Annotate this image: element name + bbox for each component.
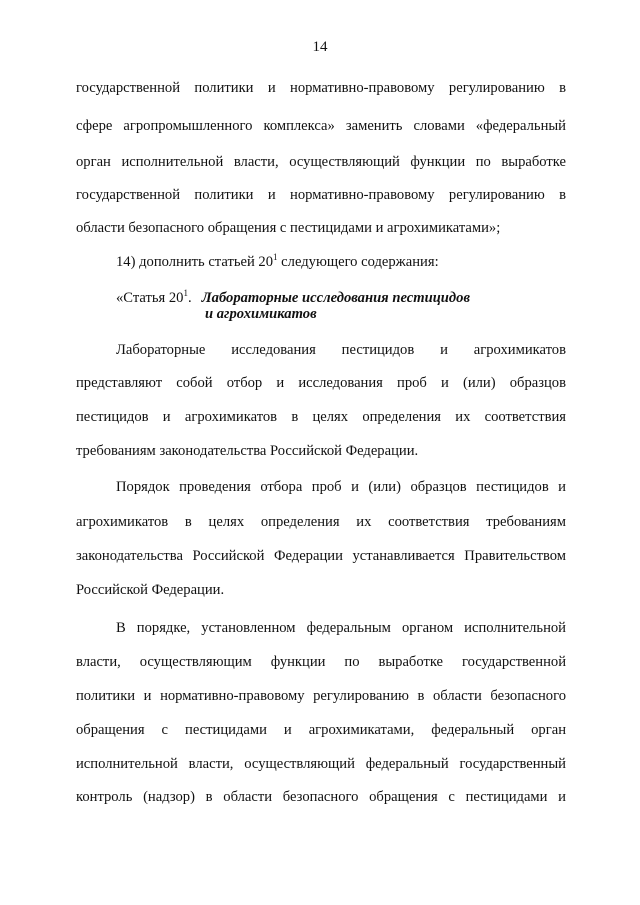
item-14-text-before: 14) дополнить статьей 20 <box>116 254 274 270</box>
paragraph-4-line-5: исполнительной власти, осуществляющий федеральный государственный <box>76 756 566 772</box>
article-prefix: «Статья 20 <box>116 290 184 306</box>
paragraph-2-line-4: требованиям законодательства Российской Федерации. <box>76 443 419 459</box>
paragraph-4-line-2: власти, осуществляющим функции по выработке государственной <box>76 654 566 670</box>
article-prefix-end: . <box>187 290 192 306</box>
item-14-text <box>116 252 566 272</box>
item-14-superscript: 1 <box>273 252 278 263</box>
paragraph-4-line-3: политики и нормативно-правовому регулированию в области безопасного <box>76 688 566 704</box>
article-superscript: 1 <box>183 288 188 299</box>
paragraph-1-line-1: государственной политики и нормативно-правовому регулированию в <box>76 80 566 96</box>
paragraph-4-line-1: В порядке, установленном федеральным органом исполнительной <box>116 620 566 636</box>
paragraph-4-line-4: обращения с пестицидами и агрохимикатами, федеральный орган <box>76 722 566 738</box>
paragraph-3-line-2: агрохимикатов в целях определения их соответствия требованиям <box>76 514 566 530</box>
paragraph-1-line-5: области безопасного обращения с пестицидами и агрохимикатами»; <box>76 220 501 236</box>
paragraph-3-line-3: законодательства Российской Федерации устанавливается Правительством <box>76 548 566 564</box>
paragraph-1-line-4: государственной политики и нормативно-правовому регулированию в <box>76 187 566 203</box>
paragraph-2-line-1: Лабораторные исследования пестицидов и агрохимикатов <box>116 342 566 358</box>
paragraph-1-line-2: сфере агропромышленного комплекса» заменить словами «федеральный <box>76 118 566 134</box>
page-number: 14 <box>312 39 328 55</box>
paragraph-2-line-2: представляют собой отбор и исследования проб и (или) образцов <box>76 375 566 391</box>
paragraph-3-line-1: Порядок проведения отбора проб и (или) образцов пестицидов и <box>116 479 566 495</box>
item-14-text-after: следующего содержания: <box>277 254 439 270</box>
paragraph-3-line-4: Российской Федерации. <box>76 582 225 598</box>
paragraph-1-line-3: орган исполнительной власти, осуществляющий функции по выработке <box>76 154 566 170</box>
article-title-line-1: Лабораторные исследования пестицидов <box>201 290 470 306</box>
article-title-line-2: и агрохимикатов <box>205 306 317 322</box>
paragraph-4-line-6: контроль (надзор) в области безопасного обращения с пестицидами и <box>76 789 566 805</box>
paragraph-2-line-3: пестицидов и агрохимикатов в целях определения их соответствия <box>76 409 566 425</box>
